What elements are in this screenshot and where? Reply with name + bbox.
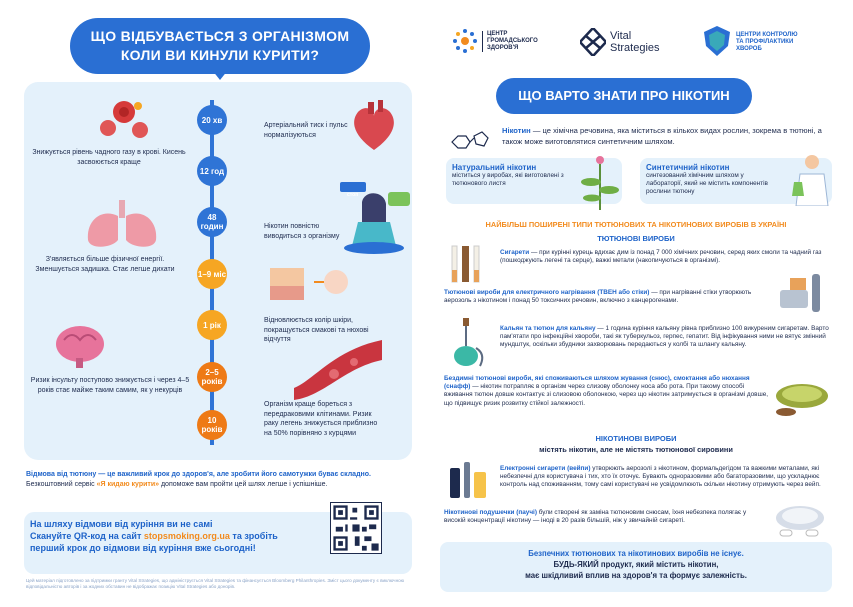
tobacco-products-heading: ТЮТЮНОВІ ВИРОБИ	[597, 234, 675, 243]
synthetic-nicotine-box: Синтетичний нікотин синтезований хімічним шляхом у лабораторії, який не містить компонентів рослини тютюну	[640, 158, 832, 204]
laboratory-scientist-icon	[790, 152, 832, 206]
service-text-pre: Безкоштовний сервіс	[26, 480, 97, 488]
vital-strategies-text: Vital Strategies	[610, 30, 660, 54]
blood-cells-icon	[94, 92, 154, 144]
skin-layers-icon	[270, 258, 350, 310]
cdc-shield-icon	[704, 26, 730, 56]
milestone-circle-1-9m: 1–9 міс	[197, 259, 227, 289]
hookah-icon	[446, 318, 486, 368]
qr-line1: На шляху відмови від куріння ви не самі	[30, 519, 213, 529]
tobacco-plant-icon	[580, 152, 620, 210]
smokeless-tobacco-text: Бездимні тютюнові вироби, які споживаються шляхом жування (снюс), смоктання або нюхання (снафф) — нікотин потрапляє в організм через слизову оболонку носа або рота. При такому способі вживання тютюн довше контактує зі слизовою оболонкою, через що нікотин затримується в організмі довше, що підвищує ризик розвитку стійкої залежності.	[444, 375, 769, 407]
vital-strategies-logo-icon	[580, 28, 606, 56]
qr-line2-pre: Скануйте QR-код на сайт	[30, 531, 144, 541]
milestone-circle-20min: 20 хв	[197, 105, 227, 135]
common-types-heading: НАЙБІЛЬШ ПОШИРЕНІ ТИПИ ТЮТЮНОВИХ ТА НІКОТИНОВИХ ВИРОБІВ В УКРАЇНІ	[485, 220, 787, 229]
warning-line1: Безпечних тютюнових та нікотинових виробів не існує.	[528, 549, 744, 558]
nicotine-products-heading: НІКОТИНОВІ ВИРОБИ	[595, 434, 677, 443]
meditating-woman-icon	[336, 176, 412, 256]
e-cigarette-icon	[446, 458, 490, 500]
milestone-text-1y: Відновлюється колір шкіри, покращується смакові та нюхові відчуття	[264, 317, 369, 343]
quit-message-bold: Відмова від тютюну — це важливий крок до здоров'я, але зробити його самотужки буває складно.	[26, 471, 371, 478]
milestone-circle-12h: 12 год	[197, 156, 227, 186]
cigarettes-text: Сигарети — при курінні курець вдихає дим із понад 7 000 хімічних речовин, серед яких смоли та чадний газ (пошкоджують легені та серце), важкі метали (накопичуються в організмі).	[500, 249, 822, 265]
nicotine-products-subheading: містять нікотин, але не містять тютюнової сировини	[539, 445, 733, 454]
blood-vessel-icon	[294, 340, 384, 400]
milestone-text-48h: Нікотин повністю виводиться з організму	[264, 223, 340, 240]
stop-sign-label: стоп	[347, 192, 359, 198]
title-pointer	[212, 70, 228, 82]
nicotine-pouches-text: Нікотинові подушечки (паучі) були створені як заміна тютюновим снюсам, їхня небезпека полягає у високій концентрації нікотину — іноді в 20 разів більшій, ніж у звичайній сигареті.	[444, 509, 747, 525]
warning-line2: БУДЬ-ЯКИЙ продукт, який містить нікотин,	[553, 560, 719, 569]
cdc-logo-text: ЦЕНТРИ КОНТРОЛЮ ТА ПРОФІЛАКТИКИ ХВОРОБ	[736, 32, 798, 52]
milestone-text-10y: Організм краще бореться з передраковими клітинами. Ризик раку легень знижується приблизно на 50% порівняно з курцями	[264, 401, 378, 437]
nicotine-definition: Нікотин — це хімічна речовина, яка міститься в кількох видах рослин, зокрема в тютюні, а також може виготовлятися синтетичним шляхом.	[502, 126, 822, 146]
milestone-circle-48h: 48 годин	[197, 207, 227, 237]
milestone-text-2-5y: Ризик інсульту поступово знижується і через 4–5 років стає майже таким самим, як у некурців	[30, 377, 190, 394]
left-title-line2: КОЛИ ВИ КИНУЛИ КУРИТИ?	[120, 47, 320, 63]
qr-call-to-action	[30, 518, 330, 554]
hookah-text: Кальян та тютюн для кальяну — 1 година куріння кальяну рівна приблизно 100 викуреним сигаретам. Варто пам'ятати про інфекційні хвороби, такі як туберкульоз, герпес, гепатит. Від інфікування ними не вятує змінний мундштук, оскільки збудники захворювань передаються у колбі та шлангу кальяну.	[500, 325, 829, 349]
cigarettes-icon	[446, 244, 486, 284]
heated-tobacco-device-icon	[776, 270, 830, 314]
e-cigarette-text: Електронні сигарети (вейпи) утворюють аерозолі з нікотином, формальдегідом та важкими металами, які небезпечні для користувача і тих, хто їх оточує. Бувають одноразовими або багаторазовими, що ускладнює контроль над споживанням, тому самі користувачі не усвідомлюють скільки нікотину отримують через вейп.	[500, 465, 821, 489]
milestone-text-1-9m: З'являється більше фізичної енергії. Зменшується задишка. Стає легше дихати	[35, 256, 175, 273]
milestone-circle-10y: 10 років	[197, 410, 227, 440]
quit-message	[26, 470, 410, 489]
left-title-line1: ЩО ВІДБУВАЄТЬСЯ З ОРГАНІЗМОМ	[90, 28, 350, 44]
nicotine-molecule-icon	[446, 124, 496, 156]
milestone-text-12h: Знижується рівень чадного газу в крові. Кисень засвоюється краще	[32, 149, 186, 166]
milestone-circle-2-5y: 2–5 років	[197, 362, 227, 392]
left-title-pill	[70, 18, 370, 74]
heated-tobacco-text: Тютюнові вироби для електричного нагрівання (ТВЕН або стіки) — при нагріванні стіки утворюють аерозоль з нікотином і понад 50 токсичних речовин, включно з канцерогенами.	[444, 289, 752, 305]
milestone-circle-1y: 1 рік	[197, 310, 227, 340]
qr-site-link[interactable]: stopsmoking.org.ua	[143, 531, 230, 541]
qr-line2-post: та зробіть	[229, 531, 278, 541]
footnote: Цей матеріал підготовлено за підтримки гранту Vital Strategies, що адмініструється Vital Strategies та фінансується Bloomberg Philanthropies. Зміст цього документу є виключною відповідальністю авторів і за жодних обставин не відображає позицію Vital Strategies або донорів.	[26, 578, 405, 589]
warning-line3: має шкідливий вплив на здоров'я та формує залежність.	[525, 571, 747, 580]
milestone-text-20min: Артеріальний тиск і пульс нормалізуються	[264, 122, 348, 139]
right-title-pill: ЩО ВАРТО ЗНАТИ ПРО НІКОТИН	[496, 78, 752, 114]
qr-code-icon[interactable]	[330, 502, 382, 554]
lungs-icon	[82, 198, 162, 250]
qr-line3: перший крок до відмови від куріння вже сьогодні!	[30, 543, 256, 553]
service-name: «Я кидаю курити»	[96, 480, 160, 488]
service-text-post: допоможе вам пройти цей шлях легше і успішніше.	[159, 480, 328, 488]
warning-box	[440, 542, 832, 592]
snus-tin-icon	[772, 378, 832, 418]
natural-nicotine-box: Натуральний нікотин міститься у виробах, які виготовлені з тютюнового листя	[446, 158, 622, 204]
nicotine-pouches-icon	[772, 500, 830, 540]
brain-icon	[52, 322, 108, 368]
phc-logo-text: ЦЕНТР ГРОМАДСЬКОГО ЗДОРОВ'Я	[482, 31, 538, 52]
heart-icon	[348, 100, 400, 156]
phc-logo-icon	[452, 28, 478, 54]
